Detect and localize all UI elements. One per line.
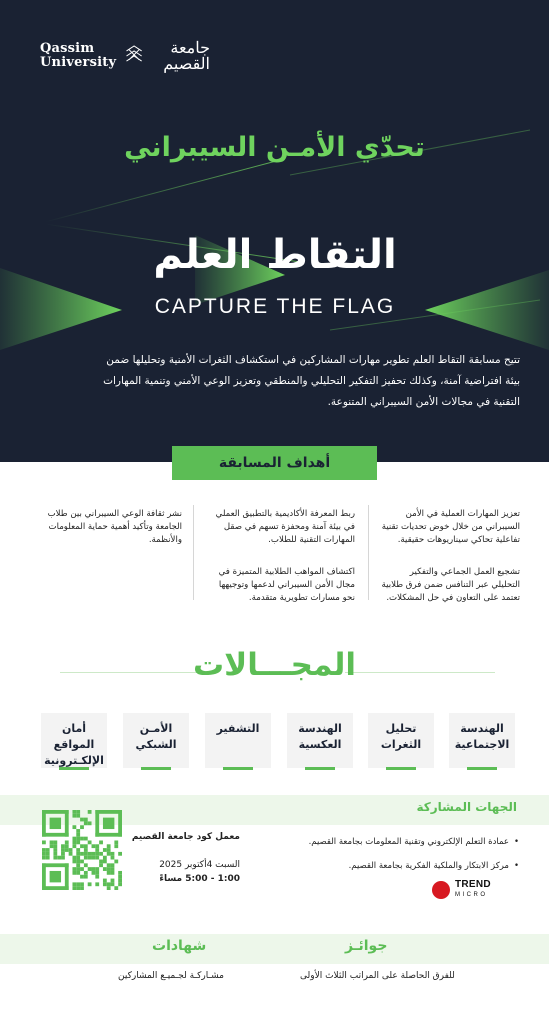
event-location: معمل كود جامعة القصيم	[131, 832, 240, 842]
goal-item: نشر ثقافة الوعي السيبراني بين طلاب الجامعة وتأكيد أهمية حماية المعلومات والأنظمة.	[47, 509, 182, 545]
trend-micro-wordmark	[455, 880, 491, 900]
prizes-heading: جوائـز	[345, 938, 388, 954]
qr-code-icon[interactable]	[42, 810, 122, 890]
goals-heading: أهداف المسابقة	[172, 446, 377, 480]
field-card	[368, 713, 434, 768]
prizes-text: للفرق الحاصلة على المراتب الثلاث الأولى	[300, 971, 455, 981]
trend-micro-logo	[432, 880, 491, 900]
field-label: الهندسة العكسية	[298, 722, 342, 751]
field-label: تحليل الثغرات	[380, 722, 422, 751]
field-label: الهندسة الاجتماعية	[454, 722, 510, 751]
field-card	[123, 713, 189, 768]
field-label: أمان المواقع الإلكـترونية	[44, 722, 104, 767]
field-card-accent	[305, 767, 335, 770]
goal-item: اكتشاف المواهب الطلابية المتميزة في مجال الأمن السيبراني لدعمها وتوجيهها نحو مسارات تطويرية متقدمة.	[218, 567, 355, 603]
certificates-heading: شهادات	[152, 938, 207, 954]
logo-ar: جامعة القصيم	[163, 38, 210, 73]
partner-item: • مركز الابتكار والملكية الفكرية بجامعة القصيم.	[269, 860, 519, 873]
field-card-accent	[386, 767, 416, 770]
event-time: 1:00 - 5:00 مساءً	[159, 874, 240, 884]
university-logo	[40, 30, 210, 82]
field-card	[41, 713, 107, 768]
field-card	[449, 713, 515, 768]
field-card	[287, 713, 353, 768]
trend-line2: MICRO	[455, 892, 488, 898]
goals-column-right	[380, 508, 520, 624]
field-card-accent	[223, 767, 253, 770]
event-details	[130, 830, 240, 886]
logo-emblem-icon	[124, 38, 144, 74]
field-card-accent	[59, 767, 89, 770]
goals-column-left	[30, 508, 182, 566]
fields-heading: المجـــالات	[192, 647, 357, 683]
partner-item: • عمادة التعلم الإلكتروني وتقنية المعلومات بجامعة القصيم.	[269, 836, 519, 849]
ctf-title-en: CAPTURE THE FLAG	[154, 295, 396, 318]
awards-band	[0, 934, 549, 964]
field-card-accent	[467, 767, 497, 770]
field-label: الأمـن الشبكي	[135, 722, 177, 751]
logo-en	[40, 42, 116, 70]
certificates-text: مشـاركـة لجـميـع المشاركين	[118, 971, 224, 981]
goals-column-middle	[205, 508, 355, 624]
goal-item: ربط المعرفة الأكاديمية بالتطبيق العملي في بيئة آمنة ومحفزة تسهم في صقل المهارات التقنية للطلاب.	[215, 509, 355, 545]
ctf-title-ar: التقاط العلم	[153, 232, 397, 278]
trend-line1: TREND	[455, 879, 491, 890]
challenge-title: تحدّي الأمـن السيبراني	[124, 132, 425, 163]
event-date: السبت 4أكتوبر 2025	[159, 860, 240, 870]
goals-divider	[368, 505, 369, 600]
logo-en-line1: Qassim	[40, 41, 95, 56]
logo-en-line2: University	[40, 55, 117, 70]
partners-heading: الجهات المشاركة	[416, 800, 517, 814]
hero-section	[0, 0, 549, 462]
triangle-right	[425, 270, 549, 350]
trend-micro-icon	[432, 881, 450, 899]
triangle-left	[0, 268, 122, 350]
goals-divider	[193, 505, 194, 600]
field-card	[205, 713, 271, 768]
goal-item: تعزيز المهارات العملية في الأمن السيبراني من خلال خوض تحديات تقنية تفاعلية تحاكي سيناريوهات حقيقية.	[381, 509, 520, 545]
partners-list	[269, 836, 519, 884]
field-card-accent	[141, 767, 171, 770]
intro-paragraph: تتيح مسابقة التقاط العلم تطوير مهارات المشاركين في استكشاف الثغرات الأمنية وتحليلها ضمن بيئة افتراضية آمنة، وكذلك تحفيز التفكير التحليلي والمنطقي وتعزيز الوعي الأمني وتنمية المهارات التقنية في مجالات الأمن السيبراني المتنوعة.	[103, 354, 520, 408]
goal-item: تشجيع العمل الجماعي والتفكير التحليلي عبر التنافس ضمن فرق طلابية تعتمد على التعاون في حل المشكلات.	[381, 567, 520, 603]
field-label: التشفير	[216, 722, 260, 735]
